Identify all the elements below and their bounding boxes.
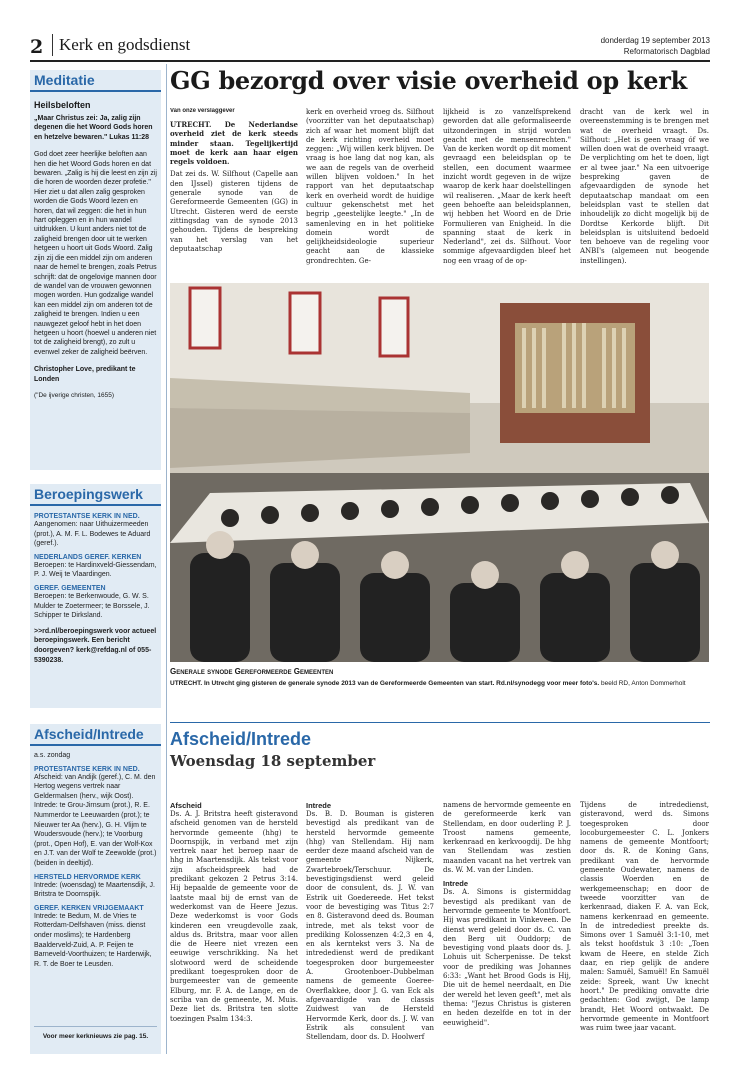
afscheid-heading: Afscheid/Intrede [170,729,312,749]
beroeping-text: Beroepen: te Hardinxveld-Giessendam, P. J. Weij te Vlaardingen. [34,561,157,579]
afscheid-text: Intrede: (woensdag) te Maartensdijk, J. Britstra te Doornspijk. [34,881,156,899]
beroeping-text: Beroepen: te Berkenwoude, G. W. S. Mulder te Zoetermeer; te Borssele, J. Schipper te Dirksland. [34,592,150,620]
beroeping-sub: GEREF. GEMEENTEN [34,584,106,592]
afscheid-text: Ds. A. J. Britstra heeft gisteravond afscheid genomen van de hersteld hervormde gemeente (hhg) te Doornspijk, in verband met zijn vertrek naar het beroep naar de hhg in Maartensdijk. Als tekst voor zijn afscheidspreek had de predikant gekozen 2 Petrus 3:14. Hij bepaalde de gemeente voor de laatste maal bij de ernst van de wederkomst van de Heere Jezus. Deze wederkomst is voor Gods kinderen een vreugdevolle zaak, aldus ds. Britstra, maar voor allen die de Heere niet vrezen een eeuwige verschrikking. Na het slotwoord werd de scheidende predikant toegesproken door de burgemeester van de gemeente Elburg, mr. F. A. de Lange, en de scriba van de gemeente, M. Muis. Deze liet ds. Britstra ten slotte toezingen Psalm 134:3. [170,810,298,1023]
meditatie-body: God doet zeer heerlijke beloften aan hen die het Woord Gods horen en dat bewaren. „Zalig is hij die leest en zijn zij die horen de woorden dezer profetie." Hier ziet u dat allen zalig gesproken worden die Gods Woord lezen en horen, dat wil zeggen: die het in hun hart opleggen en in hun wandel uitdrukken. U kunt anders niet tot de zaligheid brengen door uit te werken hetgeen u hoort uit Gods Woord. Zalig zijn zij die een middel zijn om anderen naar de hemel te brengen, zoals Petrus schrijft: dat de ongelovige mannen door de wandel van de vrouwen gewonnen mogen worden. Hun godzalige wandel kan een middel zijn om anderen tot de zaligheid te brengen. Indien u een nauwgezet geloof hebt in het doen hetgeen u hoort (hoewel u anderen niet tot de zaligheid brengt), zo zult u evenwel zeker de zaligheid beërven. [34,151,157,356]
beroeping-note: >>rd.nl/beroepingswerk voor actueel beroepingswerk. Een bericht doorgeven? kerk@refdag.nl of 055-5390238. [34,627,157,664]
afscheid-col-2 [306,797,434,1057]
synod-photo-illustration [170,283,709,662]
article-col-2: kerk en overheid vroeg ds. Silfhout (voorzitter van het deputaatschap) zich af waar het moment blijft dat de kerk richting overheid moet zeggen: „Wij willen kerk blijven. De vraag is hoe lang dat nog kan, als we aan de regels van de overheid willen blijven voldoen." In het rapport van het deputaatschap kerk en overheid wordt de huidige cultuur gekenschetst met het begrip „geestelijke leegte." „In de samenleving en in het politieke domein wordt de gelijkheidsideologie superieur geacht aan de klassieke grondrechten. Ge- [306,108,434,265]
beroeping-sub: PROTESTANTSE KERK IN NED. [34,513,140,520]
meditatie-quote: „Maar Christus zei: Ja, zalig zijn degenen die het Woord Gods horen en hetzelve bewaren." Lukas 11:28 [34,115,153,141]
left-column [30,64,161,1054]
afscheid-day: a.s. zondag [34,752,71,759]
subheading: Afscheid [170,801,202,810]
header-rule [30,60,710,62]
subheading: Intrede [443,879,469,889]
meditatie-box [30,70,161,470]
article-col-1 [170,108,298,278]
afscheid-text: Tijdens de intrededienst, gisteravond, werd ds. Simons toegesproken door locoburgemeester C. L. Jonkers namens de gemeente Montfoort; door ds. R. de Koning Gans, predikant van de hervormde gemeente Oudewater, namens de classis Woerden en de werkgemeenschap; en door de tweede voorzitter van de kerkenraad, diaken F. A. van Eck, namens kerkenraad en gemeente. In de intredediest preekte ds. Simons over 1 Samuël 3:1-10, met als tekst hoofdstuk 3 :10: „Toen kwam de Heere, en stelde Zich daar, en riep gelijk de andere malen: Samuël, Samuël! En Samuël zeide: Spreek, want Uw knecht hoort." De prediking omvatte drie gedachten: God zwijgt, De lamp brandt, Het Woord ontwaakt. De hervormde gemeente in Montfoort was ruim twee jaar vacant. [580,801,709,1033]
photo-caption [170,679,709,688]
beroeping-box [30,484,161,708]
byline: Van onze verslaggever [170,108,235,114]
column-divider [166,64,167,1054]
meditatie-heading: Meditatie [30,70,161,92]
photo-caption-title: Generale synode Gereformeerde Gemeenten [170,667,334,676]
afscheid-sub: GEREF. KERKEN VRIJGEMAAKT [34,904,144,912]
article-lead: UTRECHT. De Nederlandse overheid ziet de kerk steeds minder staan. Tegelijkertijd moet de kerk aan haar eigen regels voldoen. [170,120,298,167]
article-headline: GG bezorgd over visie overheid op kerk [170,66,687,95]
synod-photo [170,283,709,662]
meditatie-source: ("De ijverige christen, 1655) [34,391,114,399]
afscheid-left-heading: Afscheid/Intrede [30,724,161,746]
afscheid-text: namens de hervormde gemeente en de gereformeerde kerk van Stellendam, en door ouderling P. J. Troost namens gemeente, kerkenraad en kerkvoogdij. De hhg van Stellendam was zestien maanden vacant na het vertrek van ds. W. M. van der Linden. [443,801,571,875]
more-news-link[interactable]: Voor meer kerknieuws zie pag. 15. [34,1026,157,1040]
beroeping-sub: NEDERLANDS GEREF. KERKEN [34,553,142,561]
section-rule [170,722,710,723]
subheading: Intrede [306,801,332,810]
afscheid-box [30,724,161,1054]
meditatie-title: Heilsbeloften [34,100,91,110]
masthead-date: donderdag 19 september 2013 Reformatorisch Dagblad [600,36,710,56]
afscheid-col-3 [443,797,571,1057]
afscheid-col-4 [580,797,709,1057]
afscheid-sub: HERSTELD HERVORMDE KERK [34,873,141,881]
photo-credit: beeld RD, Anton Dommerholt [601,680,686,687]
article-col-3: lijkheid is zo vanzelfsprekend geworden dat alle geformaliseerde uitzonderingen in strijd worden geacht met de mensenrechten." Van de kerken wordt op dit moment gevraagd een beleidsplan op te stellen, een document waarmee inzicht wordt gegeven in de wijze waarop de kerk haar doelstellingen wil realiseren. „Maar de kerk heeft geen behoefte aan beleidsplannen, wij hebben het Woord en de Drie Formulieren van Enigheid. In die spanning staat de kerk in Nederland", zei ds. Silfhout. Voor sommige afgevaardigden bleef het nog een vraag of de op- [443,108,571,265]
afscheid-text: Intrede: te Bedum, M. de Vries te Rotterdam-Delfshaven (miss. dienst onder moslims); te Hardenberg Baalderveld-Zuid, A. P. Feijen te Barneveld-Voorthuizen; te Harderwijk, R. T. de Boer te Leusden. [34,912,152,968]
page-number: 2 [30,36,44,58]
afscheid-text: Ds. B. D. Bouman is gisteren bevestigd als predikant van de hersteld hervormde gemeente (hhg) van Stellendam. Hij nam eerder deze maand afscheid van de gemeente Nijkerk, Zwartebroek/Terschuur. De bevestigingsdienst werd geleid door de consulent, ds. J. W. van Estrik uit Goedereede. Het tekst voor de bevestiging was Titus 2:7 en 8. Gisteravond deed ds. Bouman intrede, met als tekst voor de prediking Kolossenzen 4:2,3 en 4, en als kerntekst vers 3. Na de intrededienst werd de predikant toegesproken door burgemeester A. Grootenboer–Dubbelman namens de gemeente Goeree-Overflakkee, door J. G. van Eck als afgevaardigde van de classis Zuidwest van de Hersteld Hervormde Kerk, door ds. J. W. van Estrik als consulent van Stellendam, door ds. D. Hoolwerf [306,810,434,1042]
meditatie-signature: Christopher Love, predikant te Londen [34,366,136,383]
afscheid-date: Woensdag 18 september [170,752,376,770]
section-title: Kerk en godsdienst [52,34,190,56]
afscheid-text: Afscheid: van Andijk (geref.), C. M. den Hertog wegens vertrek naar Geldermalsen (herv., wijk Oost). Intrede: te Grou-Jirnsum (prot.), R. E. Nummerdor te Leeuwarden (prot.); te Nieuwer ter Aa (herv.), G. H. Vlijm te Woudersvoude (herv.); te Voorburg (prot., Open Hof), E. van der Wolf-Kox en J.T. van der Wolf te Zeewolde (prot.) (beiden in deeltijd). [34,773,157,867]
beroeping-text: Aangenomen: naar Uithuizermeeden (prot.), A. M. F. L. Bodewes te Aduard (geref.). [34,521,151,548]
beroeping-heading: Beroepingswerk [30,484,161,506]
afscheid-sub: PROTESTANTSE KERK IN NED. [34,765,140,773]
afscheid-text: Ds. A. Simons is gistermiddag bevestigd als predikant van de hervormde gemeente te Montfoort. Hij was predikant in Vinkeveen. De dienst werd geleid door ds. C. van den Berg uit Ouddorp; de bevestiging vond plaats door ds. J. Lohuis uit Scherpenisse. De tekst voor de prediking was Johannes 6:33: „Want het Brood Gods is Hij, Die uit de hemel neerdaalt, en Die der wereld het leven geeft", met als thema: "Jezus Christus is gisteren en heden dezelfde en tot in der eeuwigheid". [443,888,571,1027]
afscheid-col-1 [170,797,298,1057]
caption-text: UTRECHT. In Utrecht ging gisteren de generale synode 2013 van de Gereformeerde Gemeenten van start. Rd.nl/synodegg voor meer foto's. [170,680,600,687]
article-col-4: dracht van de kerk wel in overeenstemming is te brengen met wat de overheid vraagt. Ds. Silfhout: „Het is geen vraag óf we willen doen wat de overheid vraagt. De verplichting om het te doen, ligt er al twee jaar." Na een uitvoerige bespreking gaven de afgevaardigden de synode het deputaatschap mandaat om een beleidsplan vast te stellen dat inhoudelijk zo dicht mogelijk bij de Dordtse Kerkorde blijft. Dit beleidsplan is uitsluitend bedoeld ten behoeve van de regeling voor ANBI's (algemeen nut beogende instellingen). [580,108,709,265]
article-text: Dat zei ds. W. Silfhout (Capelle aan den IJssel) gisteren tijdens de generale synode van de Gereformeerde Gemeenten (GG) in Utrecht. Gisteren werd de eerste zittingsdag van de synode 2013 gehouden. Tijdens de bespreking van het verslag van het deputaatschap [170,170,298,253]
